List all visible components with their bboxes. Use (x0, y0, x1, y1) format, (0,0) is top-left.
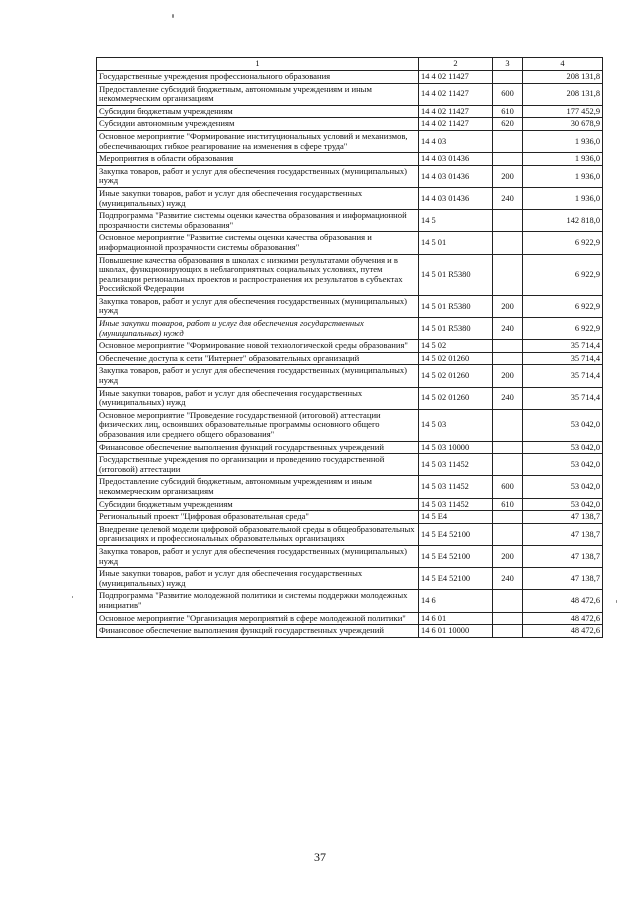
row-sum: 48 472,6 (523, 590, 603, 612)
row-sum: 53 042,0 (523, 441, 603, 454)
table-row (97, 476, 603, 498)
row-name: Основное мероприятие "Формирование новой технологической среды образования" (97, 340, 419, 353)
row-sum: 1 936,0 (523, 165, 603, 187)
row-code: 14 5 E4 52100 (419, 523, 493, 545)
row-sum: 208 131,8 (523, 71, 603, 84)
row-name: Закупка товаров, работ и услуг для обеспечения государственных (муниципальных) нужд (97, 165, 419, 187)
row-code: 14 5 03 11452 (419, 498, 493, 511)
row-code: 14 5 02 01260 (419, 352, 493, 365)
table-row (97, 83, 603, 105)
row-sum: 142 818,0 (523, 210, 603, 232)
row-code: 14 5 03 11452 (419, 454, 493, 476)
table-row (97, 165, 603, 187)
row-sum: 30 678,9 (523, 118, 603, 131)
row-code: 14 6 (419, 590, 493, 612)
row-expense-type: 200 (493, 165, 523, 187)
row-expense-type: 200 (493, 365, 523, 387)
table-row (97, 352, 603, 365)
table-row (97, 187, 603, 209)
table-row (97, 387, 603, 409)
scan-speck (72, 596, 73, 598)
table-row (97, 118, 603, 131)
row-expense-type (493, 441, 523, 454)
row-sum: 48 472,6 (523, 612, 603, 625)
row-name: Обеспечение доступа к сети "Интернет" образовательных организаций (97, 352, 419, 365)
table-row (97, 254, 603, 295)
row-code: 14 4 02 11427 (419, 71, 493, 84)
row-code: 14 5 02 01260 (419, 387, 493, 409)
row-expense-type (493, 511, 523, 524)
row-sum: 35 714,4 (523, 387, 603, 409)
row-name: Государственные учреждения по организации и проведению государственной (итоговой) аттестации (97, 454, 419, 476)
row-name: Субсидии автономным учреждениям (97, 118, 419, 131)
row-name: Финансовое обеспечение выполнения функций государственных учреждений (97, 625, 419, 638)
row-sum: 6 922,9 (523, 232, 603, 254)
row-code: 14 5 01 R5380 (419, 254, 493, 295)
table-row (97, 590, 603, 612)
row-name: Мероприятия в области образования (97, 153, 419, 166)
row-expense-type (493, 409, 523, 441)
row-expense-type (493, 340, 523, 353)
row-name: Предоставление субсидий бюджетным, автономным учреждениям и иным некоммерческим организациям (97, 476, 419, 498)
table-row (97, 568, 603, 590)
scan-speck (616, 600, 617, 603)
row-name: Закупка товаров, работ и услуг для обеспечения государственных (муниципальных) нужд (97, 545, 419, 567)
table-row (97, 365, 603, 387)
row-expense-type: 200 (493, 295, 523, 317)
row-expense-type (493, 523, 523, 545)
row-sum: 35 714,4 (523, 340, 603, 353)
row-code: 14 6 01 (419, 612, 493, 625)
row-code: 14 4 03 (419, 130, 493, 152)
row-sum: 53 042,0 (523, 409, 603, 441)
row-expense-type (493, 210, 523, 232)
row-sum: 48 472,6 (523, 625, 603, 638)
row-name: Основное мероприятие "Проведение государственной (итоговой) аттестации физических лиц, освоивших образовательные программы основного общего образования или среднего общего образования" (97, 409, 419, 441)
row-sum: 6 922,9 (523, 295, 603, 317)
row-name: Субсидии бюджетным учреждениям (97, 105, 419, 118)
row-code: 14 4 02 11427 (419, 105, 493, 118)
row-sum: 6 922,9 (523, 254, 603, 295)
row-name: Закупка товаров, работ и услуг для обеспечения государственных (муниципальных) нужд (97, 365, 419, 387)
table-row (97, 318, 603, 340)
row-code: 14 5 01 R5380 (419, 295, 493, 317)
row-code: 14 5 02 (419, 340, 493, 353)
table-row (97, 71, 603, 84)
scan-speck (172, 14, 174, 18)
row-expense-type (493, 254, 523, 295)
table-row (97, 545, 603, 567)
row-code: 14 5 03 (419, 409, 493, 441)
row-sum: 1 936,0 (523, 187, 603, 209)
row-expense-type: 240 (493, 318, 523, 340)
row-code: 14 4 02 11427 (419, 118, 493, 131)
row-sum: 35 714,4 (523, 365, 603, 387)
header-col-4: 4 (523, 58, 603, 71)
row-name: Подпрограмма "Развитие молодежной политики и системы поддержки молодежных инициатив" (97, 590, 419, 612)
row-name: Государственные учреждения профессионального образования (97, 71, 419, 84)
row-expense-type: 240 (493, 568, 523, 590)
row-code: 14 5 E4 (419, 511, 493, 524)
row-name: Основное мероприятие "Развитие системы оценки качества образования и информационной прозрачности системы образования" (97, 232, 419, 254)
row-name: Региональный проект "Цифровая образовательная среда" (97, 511, 419, 524)
row-sum: 47 138,7 (523, 523, 603, 545)
row-code: 14 5 E4 52100 (419, 568, 493, 590)
table-row (97, 612, 603, 625)
table-row (97, 130, 603, 152)
row-sum: 1 936,0 (523, 130, 603, 152)
table-row (97, 523, 603, 545)
row-code: 14 5 03 11452 (419, 476, 493, 498)
row-sum: 1 936,0 (523, 153, 603, 166)
row-code: 14 5 01 R5380 (419, 318, 493, 340)
table-row (97, 454, 603, 476)
table-row (97, 153, 603, 166)
table-row (97, 511, 603, 524)
row-sum: 47 138,7 (523, 568, 603, 590)
row-name: Иные закупки товаров, работ и услуг для обеспечения государственных (муниципальных) нужд (97, 318, 419, 340)
row-code: 14 5 E4 52100 (419, 545, 493, 567)
row-code: 14 4 02 11427 (419, 83, 493, 105)
row-expense-type (493, 232, 523, 254)
row-code: 14 4 03 01436 (419, 187, 493, 209)
row-expense-type: 610 (493, 105, 523, 118)
row-code: 14 5 01 (419, 232, 493, 254)
table-row (97, 409, 603, 441)
header-col-2: 2 (419, 58, 493, 71)
row-expense-type: 600 (493, 476, 523, 498)
row-expense-type (493, 612, 523, 625)
header-row (97, 58, 603, 71)
row-sum: 53 042,0 (523, 476, 603, 498)
table-body (97, 58, 603, 638)
table-row (97, 625, 603, 638)
header-col-3: 3 (493, 58, 523, 71)
row-code: 14 6 01 10000 (419, 625, 493, 638)
table-row (97, 295, 603, 317)
table-row (97, 441, 603, 454)
row-name: Повышение качества образования в школах с низкими результатами обучения и в школах, функционирующих в неблагоприятных социальных условиях, путем реализации региональных проектов и распространения их результатов в субъектах Российской Федерации (97, 254, 419, 295)
row-expense-type: 610 (493, 498, 523, 511)
row-name: Субсидии бюджетным учреждениям (97, 498, 419, 511)
row-expense-type: 200 (493, 545, 523, 567)
row-name: Иные закупки товаров, работ и услуг для обеспечения государственных (муниципальных) нужд (97, 187, 419, 209)
row-expense-type: 600 (493, 83, 523, 105)
row-expense-type (493, 625, 523, 638)
row-name: Внедрение целевой модели цифровой образовательной среды в общеобразовательных организациях и профессиональных образовательных организациях (97, 523, 419, 545)
row-expense-type (493, 153, 523, 166)
row-name: Основное мероприятие "Организация мероприятий в сфере молодежной политики" (97, 612, 419, 625)
row-code: 14 5 02 01260 (419, 365, 493, 387)
header-col-1: 1 (97, 58, 419, 71)
row-expense-type (493, 454, 523, 476)
row-sum: 177 452,9 (523, 105, 603, 118)
row-expense-type (493, 590, 523, 612)
row-code: 14 4 03 01436 (419, 165, 493, 187)
row-code: 14 5 (419, 210, 493, 232)
page-number: 37 (314, 850, 326, 864)
table-row (97, 105, 603, 118)
row-expense-type (493, 352, 523, 365)
row-expense-type (493, 130, 523, 152)
table-row (97, 340, 603, 353)
row-sum: 47 138,7 (523, 545, 603, 567)
row-name: Иные закупки товаров, работ и услуг для обеспечения государственных (муниципальных) нужд (97, 568, 419, 590)
row-name: Иные закупки товаров, работ и услуг для обеспечения государственных (муниципальных) нужд (97, 387, 419, 409)
budget-table (96, 57, 603, 638)
row-name: Основное мероприятие "Формирование институциональных условий и механизмов, обеспечивающих гибкое реагирование на изменения в сфере труда" (97, 130, 419, 152)
row-code: 14 5 03 10000 (419, 441, 493, 454)
table-row (97, 210, 603, 232)
row-expense-type: 240 (493, 187, 523, 209)
row-sum: 53 042,0 (523, 454, 603, 476)
row-code: 14 4 03 01436 (419, 153, 493, 166)
row-name: Предоставление субсидий бюджетным, автономным учреждениям и иным некоммерческим организациям (97, 83, 419, 105)
table-row (97, 232, 603, 254)
row-sum: 6 922,9 (523, 318, 603, 340)
row-name: Финансовое обеспечение выполнения функций государственных учреждений (97, 441, 419, 454)
row-sum: 35 714,4 (523, 352, 603, 365)
row-name: Закупка товаров, работ и услуг для обеспечения государственных (муниципальных) нужд (97, 295, 419, 317)
row-expense-type: 620 (493, 118, 523, 131)
row-name: Подпрограмма "Развитие системы оценки качества образования и информационной прозрачности системы образования" (97, 210, 419, 232)
row-sum: 47 138,7 (523, 511, 603, 524)
row-expense-type (493, 71, 523, 84)
row-sum: 53 042,0 (523, 498, 603, 511)
row-expense-type: 240 (493, 387, 523, 409)
table-row (97, 498, 603, 511)
row-sum: 208 131,8 (523, 83, 603, 105)
